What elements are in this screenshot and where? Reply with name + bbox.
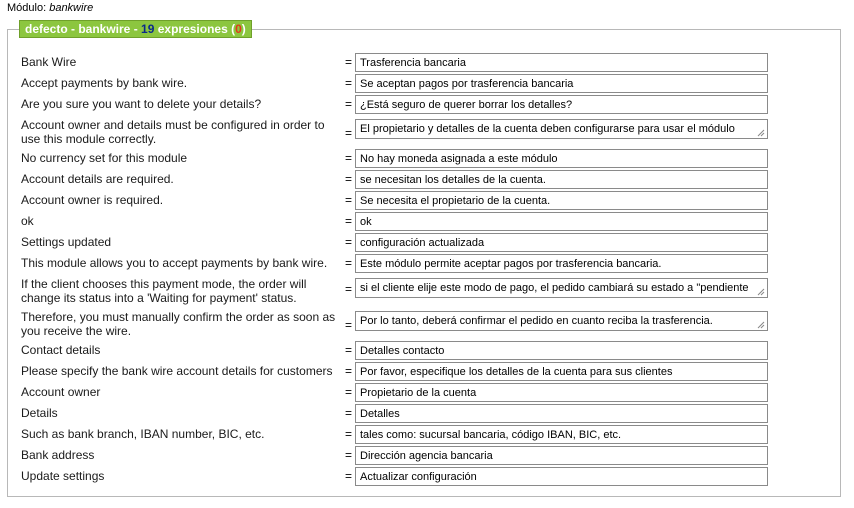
translation-input[interactable] [355, 404, 768, 423]
fieldset-legend[interactable] [19, 20, 252, 38]
translation-input[interactable] [355, 53, 768, 72]
source-text: Account owner and details must be configured in order to use this module correctly. [21, 118, 325, 146]
module-name: bankwire [49, 2, 94, 14]
equals-sign: = [345, 282, 353, 296]
translation-input[interactable] [355, 446, 768, 465]
legend-prefix: defecto - bankwire - [25, 22, 142, 36]
translation-input[interactable] [355, 170, 768, 189]
source-text: Account details are required. [21, 172, 174, 186]
equals-sign: = [345, 151, 353, 165]
source-text: Update settings [21, 469, 105, 483]
equals-sign: = [345, 193, 353, 207]
equals-sign: = [345, 343, 353, 357]
translation-input[interactable] [355, 191, 768, 210]
source-text: Account owner [21, 385, 101, 399]
translation-input[interactable] [355, 74, 768, 93]
equals-sign: = [345, 126, 353, 140]
equals-sign: = [345, 256, 353, 270]
equals-sign: = [345, 385, 353, 399]
module-line [7, 2, 93, 14]
equals-sign: = [345, 214, 353, 228]
equals-sign: = [345, 235, 353, 249]
source-text: ok [21, 214, 34, 228]
equals-sign: = [345, 406, 353, 420]
source-text: Are you sure you want to delete your details? [21, 97, 262, 111]
equals-sign: = [345, 172, 353, 186]
translation-textarea[interactable] [355, 119, 768, 139]
translation-textarea[interactable] [355, 311, 768, 331]
source-text: If the client chooses this payment mode, the order will change its status into a 'Waiting for payment' status. [21, 277, 307, 305]
expression-count: 19 [141, 22, 155, 36]
equals-sign: = [345, 97, 353, 111]
source-text: No currency set for this module [21, 151, 188, 165]
equals-sign: = [345, 469, 353, 483]
source-text: Therefore, you must manually confirm the order as soon as you receive the wire. [21, 310, 336, 338]
module-label: Módulo: [7, 2, 47, 14]
source-text: Bank address [21, 448, 95, 462]
source-text: Account owner is required. [21, 193, 164, 207]
legend-suffix: ) [241, 22, 246, 36]
translation-input[interactable] [355, 212, 768, 231]
source-text: Accept payments by bank wire. [21, 76, 188, 90]
equals-sign: = [345, 448, 353, 462]
equals-sign: = [345, 364, 353, 378]
translation-input[interactable] [355, 233, 768, 252]
equals-sign: = [345, 76, 353, 90]
translation-input[interactable] [355, 341, 768, 360]
source-text: This module allows you to accept payments by bank wire. [21, 256, 328, 270]
translation-input[interactable] [355, 362, 768, 381]
translation-input[interactable] [355, 95, 768, 114]
source-text: Details [21, 406, 58, 420]
source-text: Such as bank branch, IBAN number, BIC, etc. [21, 427, 265, 441]
legend-middle: expresiones ( [154, 22, 236, 36]
equals-sign: = [345, 55, 353, 69]
source-text: Settings updated [21, 235, 112, 249]
translation-input[interactable] [355, 149, 768, 168]
translation-textarea[interactable] [355, 278, 768, 298]
missing-count: 0 [235, 22, 242, 36]
translation-input[interactable] [355, 467, 768, 486]
source-text: Bank Wire [21, 55, 77, 69]
equals-sign: = [345, 427, 353, 441]
equals-sign: = [345, 318, 353, 332]
source-text: Please specify the bank wire account details for customers [21, 364, 333, 378]
translation-input[interactable] [355, 383, 768, 402]
translation-input[interactable] [355, 425, 768, 444]
translation-input[interactable] [355, 254, 768, 273]
source-text: Contact details [21, 343, 101, 357]
